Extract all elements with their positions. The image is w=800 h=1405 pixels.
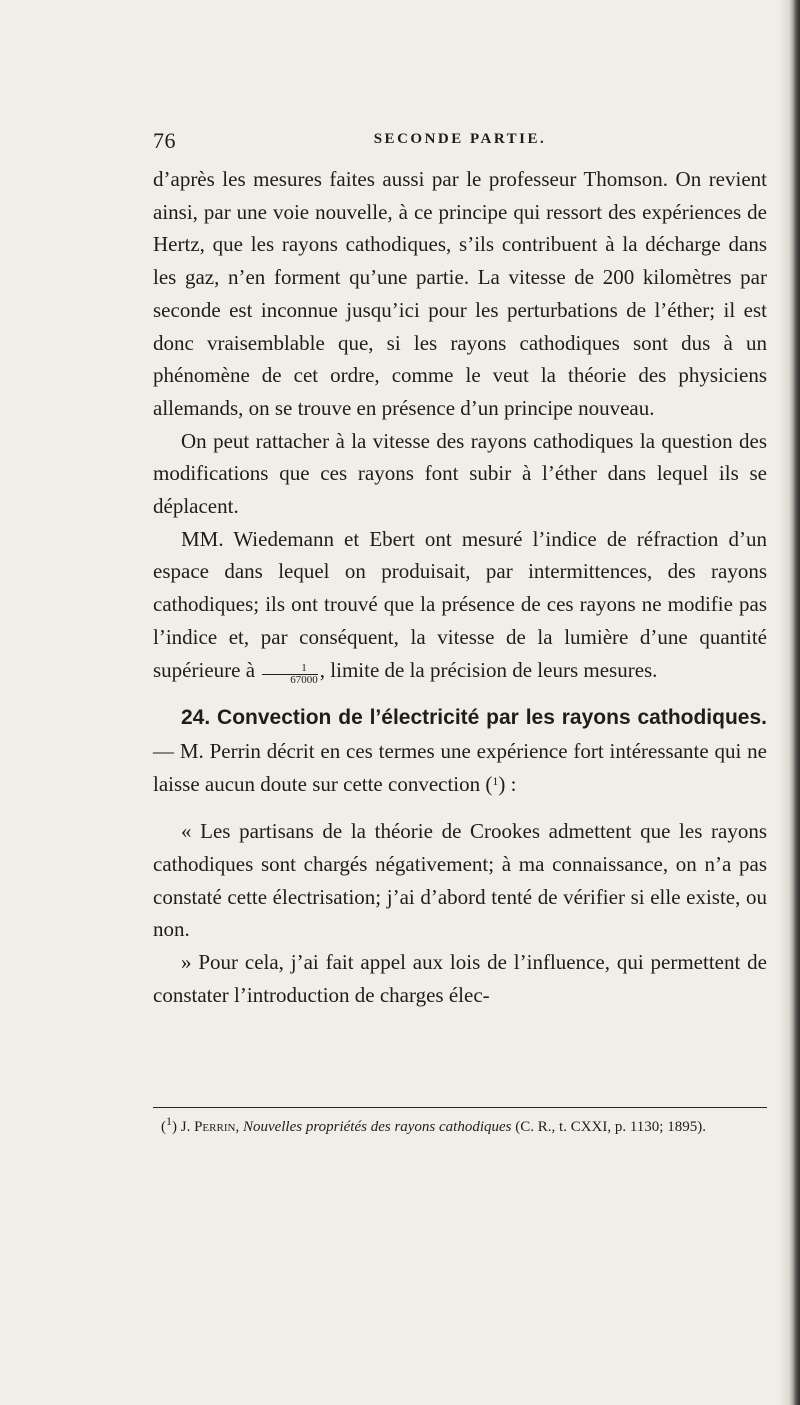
page-edge: [788, 0, 800, 1405]
page-number: 76: [153, 128, 176, 153]
fraction: [262, 663, 318, 686]
paragraph: On peut rattacher à la vitesse des rayons cathodiques la question des modifications que ces rayons font subir à l’éther dans lequel ils se déplacent.: [153, 428, 767, 519]
footnote: [153, 1114, 767, 1137]
quote-paragraph: « Les partisans de la théorie de Crookes admettent que les rayons cathodiques sont chargés négativement; à ma connaissance, on n’a pas constaté cette électrisation; j’ai d’abord tenté de vérifier si elle existe, ou non.: [153, 819, 767, 942]
footnote-author: J. Perrin: [180, 1119, 236, 1135]
footnote-reference[interactable]: 1: [492, 773, 499, 788]
section-paragraph: [153, 701, 767, 800]
quote-paragraph: » Pour cela, j’ai fait appel aux lois de l’influence, qui permettent de constater l’introduction de charges élec-: [153, 950, 767, 1007]
paragraph: [153, 523, 767, 687]
body-text: [153, 163, 767, 1012]
section-text-end: ) :: [498, 771, 517, 796]
fraction-numerator: 1: [262, 663, 318, 675]
paragraph-text: MM. Wiedemann et Ebert ont mesuré l’indice de réfraction d’un espace dans lequel on produisait, par intermittences, des rayons cathodiques; ils ont trouvé que la présence de ces rayons ne modifie pas l’indice et, par conséquent, la vitesse de la lumière d’une quantité supérieure à: [153, 526, 767, 682]
footnote-divider: [153, 1107, 767, 1108]
fraction-denominator: 67000: [290, 673, 318, 686]
footnote-reference-info: (C. R., t. CXXI, p. 1130; 1895).: [515, 1119, 706, 1135]
section-text: — M. Perrin décrit en ces termes une expérience fort intéressante qui ne laisse aucun doute sur cette convection (: [153, 738, 767, 796]
section-title: 24. Convection de l’électricité par les rayons cathodiques.: [181, 706, 767, 730]
footnote-title: Nouvelles propriétés des rayons cathodiques: [242, 1119, 512, 1135]
paragraph-text: , limite de la précision de leurs mesures.: [319, 657, 658, 682]
footnote-mark: 1: [166, 1114, 172, 1128]
footnote-text: ($^1$) J. Perrin, Nouvelles propriétés des rayons cathodiques (C. R., t. CXXI, p. 1130; 1895).: [161, 1114, 706, 1135]
page-header: [153, 128, 767, 158]
page-gutter-shadow: [778, 0, 788, 1405]
running-title: SECONDE PARTIE.: [373, 131, 547, 147]
paragraph: d’après les mesures faites aussi par le professeur Thomson. On revient ainsi, par une voie nouvelle, à ce principe qui ressort des expériences de Hertz, que les rayons cathodiques, s’ils contribuent à la décharge dans les gaz, n’en forment qu’une partie. La vitesse de 200 kilomètres par seconde est inconnue jusqu’ici pour les perturbations de l’éther; il est donc vraisemblable que, si les rayons cathodiques sont dus à un phénomène de cet ordre, comme le veut la théorie des physiciens allemands, on se trouve en présence d’un principe nouveau.: [153, 167, 767, 420]
